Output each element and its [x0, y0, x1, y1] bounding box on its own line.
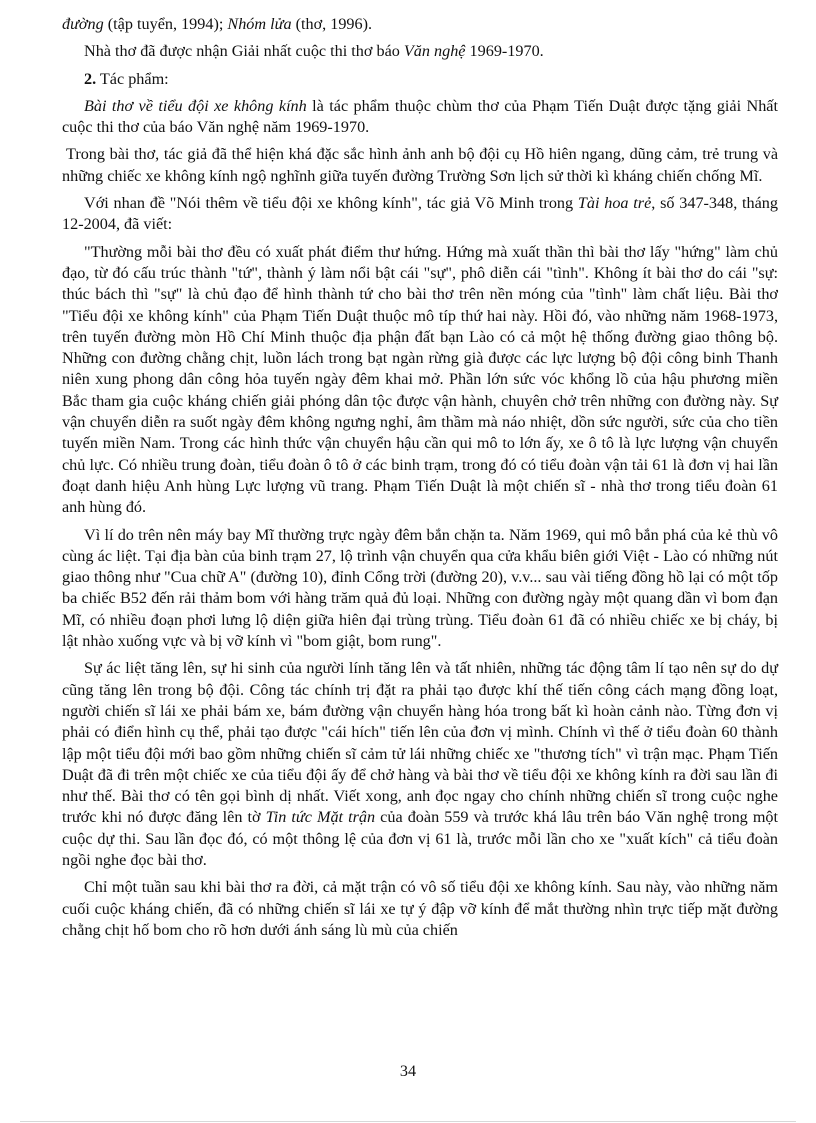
text-run: , số 347-348, tháng 12-2004, đã viết: — [62, 194, 778, 234]
section-heading — [62, 69, 778, 90]
text-run: 1969-1970. — [465, 42, 544, 61]
text-run: (tập tuyển, 1994); — [103, 15, 228, 33]
italic-title: Nhóm lửa — [227, 15, 292, 33]
paragraph-morale — [62, 658, 778, 871]
italic-title: Tin tức Mặt trận — [265, 808, 376, 827]
text-run: Nhà thơ đã được nhận Giải nhất cuộc thi thơ báo — [84, 42, 404, 61]
italic-title: Bài thơ về tiểu đội xe không kính — [84, 96, 307, 115]
page-number: 34 — [399, 1062, 417, 1080]
text-run: là tác phẩm thuộc chùm thơ của Phạm Tiến Duật được tặng giải Nhất cuộc thi thơ của báo Văn nghệ năm 1969-1970. — [62, 96, 778, 137]
document-page — [62, 14, 778, 947]
paragraph-quote: "Thường mỗi bài thơ đều có xuất phát điểm thư hứng. Hứng mà xuất thần thì bài thơ lấy "hứng" làm chủ đạo, từ đó cấu trúc thành "tứ", thành ý làm nổi bật cái "sự", phô diễn cái "tình". Không ít bài thơ do cái "sự: thúc bách thì "sự" là chủ đạo để hình thành tứ cho bài thơ trên nền móng của "tình" làm chất liệu. Bài thơ "Tiểu đội xe không kính" của Phạm Tiến Duật thuộc mô típ thứ hai này. Hồi đó, vào những năm 1968-1973, trên tuyến đường mòn Hồ Chí Minh thuộc địa phận đất bạn Lào có cả một hệ thống đường giao thông bộ. Những con đường chằng chịt, luồn lách trong bạt ngàn rừng già được các lực lượng bộ đội công binh Thanh niên xung phong dân công hỏa tuyến ngày đêm khai mở. Phần lớn sức vóc khổng lồ của hậu phương miền Bắc tham gia cuộc kháng chiến giải phóng dân tộc được vận hành, chuyên chở trên những con đường này. Sự vận chuyển diễn ra suốt ngày đêm không ngưng nghỉ, âm thầm mà náo nhiệt, dồn sức người, sức của cho tiền tuyến miền Nam. Trong các hình thức vận chuyển hậu cần qui mô to lớn ấy, xe ô tô là lực lượng vận chuyển chủ lực. Có nhiều trung đoàn, tiểu đoàn ô tô ở các binh trạm, trong đó có tiểu đoàn vận tải 61 là đơn vị hai lần đoạt danh hiệu Anh hùng Lực lượng vũ trang. Phạm Tiến Duật là một chiến sĩ - nhà thơ trong tiểu đoàn 61 anh hùng đó. — [62, 242, 778, 517]
section-label: Tác phẩm: — [96, 69, 169, 88]
text-run: Sự ác liệt tăng lên, sự hi sinh của người lính tăng lên và tất nhiên, những tác động tâm lí tạo nên sự do dự cũng tăng lên trong bộ đội. Công tác chính trị đặt ra phải tạo được khí thế tiến công cách mạng đồng loạt, người chiến sĩ lái xe phải bám xe, bám đường vận chuyển hàng hóa trong bất kì hoàn cảnh nào. Từng đơn vị phải có điển hình cụ thể, phải tạo được "cái hích" tiến lên của đơn vị mình. Chính vì thế ở tiểu đoàn 60 thành lập một tiểu đội mới bao gồm những chiến sĩ cảm tử lái những chiếc xe "thương tích" vì trận mạc. Phạm Tiến Duật đã đi trên một chiếc xe của tiểu đội ấy để chở hàng và bài thơ về tiểu đội xe không kính ra đời sau lần đi như thế. Bài thơ có tên gọi bình dị nhất. Viết xong, anh đọc ngay cho chính những chiến sĩ trong cuộc nghe trước khi nó được đăng lên tờ — [62, 659, 778, 827]
page-edge-divider — [20, 1121, 796, 1122]
text-run: của đoàn 559 và trước khá lâu trên báo Văn nghệ trong một cuộc dự thi. Sau lần đọc đó, có một thông lệ của đơn vị 61 là, trước mỗi lần cho xe "xuất kích" cả tiểu đoàn ngồi nghe đọc bài thơ. — [62, 808, 778, 869]
italic-title: Văn nghệ — [403, 42, 466, 61]
paragraph-publications — [62, 14, 778, 35]
text-run: Với nhan đề "Nói thêm về tiểu đội xe không kính", tác giả Võ Minh trong — [84, 194, 578, 213]
paragraph-work — [62, 96, 778, 139]
paragraph-bombing: Vì lí do trên nên máy bay Mĩ thường trực ngày đêm bắn chặn ta. Năm 1969, qui mô bắn phá của kẻ thù vô cùng ác liệt. Tại địa bàn của binh trạm 27, lộ trình vận chuyển qua cửa khẩu biên giới Việt - Lào có những nút giao thông như "Cua chữ A" (đường 10), đỉnh Cổng trời (đường 20), v.v... sau vài tiếng đồng hồ lại có một tốp ba chiếc B52 đến rải thảm bom với hàng trăm quả đủ loại. Những con đường ngày một quang dần vì bom đạn Mĩ, có nhiều đoạn phơi lưng lộ diện giữa hiên đại trùng trùng. Tiểu đoàn 61 đã có nhiều chiếc xe bị cháy, bị lật nhào xuống vực và bị vỡ kính vì "bom giật, bom rung". — [62, 525, 778, 651]
italic-title: đường — [62, 15, 104, 33]
italic-title: Tài hoa trẻ — [577, 194, 652, 213]
paragraph-summary: Trong bài thơ, tác giả đã thể hiện khá đặc sắc hình ảnh anh bộ đội cụ Hồ hiên ngang, dũng cảm, trẻ trung và những chiếc xe không kính ngộ nghĩnh giữa tuyến đường Trường Sơn lịch sử thời kì kháng chiến chống Mĩ. — [62, 145, 778, 185]
section-number: 2. — [84, 69, 97, 88]
paragraph-intro — [62, 193, 778, 236]
text-run: (thơ, 1996). — [291, 15, 373, 33]
paragraph-final: Chỉ một tuần sau khi bài thơ ra đời, cả mặt trận có vô số tiểu đội xe không kính. Sau này, vào những năm cuối cuộc kháng chiến, đã có những chiến sĩ lái xe tự ý đập vỡ kính để mắt thường nhìn trực tiếp mặt đường chằng chịt hố bom cho rõ hơn dưới ánh sáng lù mù của chiến — [62, 878, 778, 939]
paragraph-award — [62, 41, 778, 62]
